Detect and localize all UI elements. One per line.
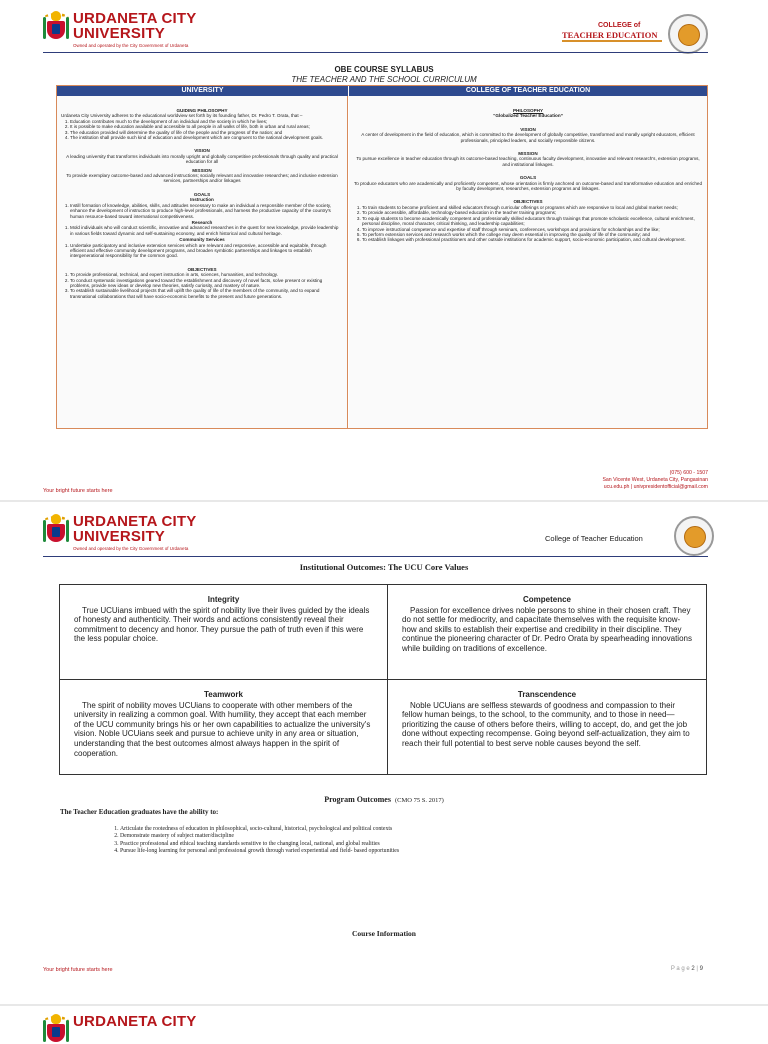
college-logo-text-1: COLLEGE of (598, 22, 641, 29)
list-item: 3. To establish sustainable livelihood projects that will uplift the quality of life of the members of the community, and to expand transnational collaborations that will have socio-economic benefits to the present and future generations. (70, 288, 343, 299)
column-header-college: COLLEGE OF TEACHER EDUCATION (349, 86, 707, 96)
footer-tagline-page2: Your bright future starts here (43, 967, 113, 973)
syllabus-title: OBE COURSE SYLLABUS (334, 65, 434, 74)
university-logo (43, 11, 196, 48)
community-heading: Community Services (179, 237, 225, 243)
core-value-text: Noble UCUians are selfless stewards of goodness and compassion to their fellow human beings, to the school, to the community, and to those in need—prioritizing the cause of others before theirs, willing to accept, do, and get the job done without expecting recompense. Going beyond self-actualization, they aim to reach their full potential to best serve noble causes beyond the self. (402, 700, 690, 748)
footer-contact-block (602, 470, 708, 491)
university-crest-icon (43, 514, 69, 544)
core-value-title: Integrity (207, 595, 240, 604)
core-value-teamwork (59, 679, 388, 775)
college-logo-text-2: TEACHER EDUCATION (562, 30, 658, 40)
footer-phone: (075) 600 - 1507 (669, 470, 708, 476)
list-item: 3. Practice professional and ethical teaching standards sensitive to the changing local, national, and global realities (120, 841, 640, 848)
list-item: 3. The education provided will determine the quality of life of the people and the progress of the nation; and (70, 130, 343, 135)
list-item: 1. Mold individuals who will conduct scientific, innovative and advanced researches in the quest for new knowledge, provide leadership in various fields toward dynamic and self-sustaining economy, and enrich historical and cultural heritage. (70, 225, 343, 236)
core-value-transcendence (387, 679, 707, 775)
list-item: 5. To perform extension services and research works which the college may deem essential in improving the quality of life of the community; and (362, 232, 703, 237)
program-outcomes-ref: (CMO 75 S. 2017) (394, 797, 444, 804)
list-item: 2. Demonstrate mastery of subject matter/discipline (120, 833, 640, 840)
page-total: 9 (699, 966, 703, 972)
college-goals-heading: GOALS (519, 175, 537, 181)
column-header-university: UNIVERSITY (57, 86, 348, 96)
core-value-title: Transcendence (517, 690, 577, 699)
university-tagline: Owned and operated by the City Government of Urdaneta (73, 43, 189, 48)
college-column (349, 96, 707, 428)
page-break (0, 500, 768, 502)
list-item: 1. Instill formation of knowledge, abilities, skills, and attitudes necessary to make an individual a responsible member of the society, enhance the development of instruction to produce high-level professionals, and harness the productive capacity of the country's human resource-based toward international competitiveness. (70, 203, 343, 219)
list-item: 4. The institution shall provide such kind of education and development which are congruent to the national development goals. (70, 135, 343, 140)
list-item: 6. To establish linkages with professional practitioners and other outside institutions for academic support, socio-economic participation, and cultural development. (362, 237, 703, 242)
footer-contact: ucu.edu.ph | univpresidentofficial@gmail.com (603, 484, 708, 490)
footer-tagline: Your bright future starts here (43, 488, 113, 494)
guiding-philosophy-heading: GUIDING PHILOSOPHY (176, 108, 228, 113)
university-tagline: Owned and operated by the City Government of Urdaneta (73, 546, 189, 551)
core-value-title: Competence (522, 595, 571, 604)
college-objectives-heading: OBJECTIVES (513, 199, 543, 205)
page-number: P a g e 2 | 9 (670, 966, 703, 972)
list-item: 1. To provide professional, technical, and expert instruction in arts, sciences, humanities, and technology. (70, 272, 343, 277)
college-philosophy-text: “Globalized Teacher Education” (493, 113, 563, 119)
college-seal-icon (674, 516, 714, 556)
header-rule (43, 52, 708, 53)
list-item: 1. Education contributes much to the development of an individual and the society in which he lives; (70, 119, 343, 124)
page-label: P a g e (670, 966, 690, 972)
header-rule (43, 556, 708, 557)
university-goals-heading: GOALS (193, 191, 211, 197)
college-vision-text: A center of development in the field of education, which is committed to the development of globally competitive, transformed and morally upright educators, efficient professionals, principled leaders, and socially responsible citizens. (361, 132, 695, 143)
list-item: 4. Pursue life-long learning for personal and professional growth through varied experiential and field- based opportunities (120, 848, 640, 855)
university-objectives-heading: OBJECTIVES (187, 266, 217, 272)
university-name-line1: URDANETA CITY (73, 1013, 197, 1030)
university-logo-page3 (43, 1014, 196, 1044)
university-objectives-list (61, 272, 343, 299)
program-outcomes-title: Program Outcomes (324, 795, 391, 804)
list-item: 2. To provide accessible, affordable, technology-based education in the teacher training programs; (362, 210, 703, 215)
program-outcomes-list (110, 826, 640, 856)
instruction-list (61, 203, 343, 219)
university-vision-text: A leading university that transforms individuals into morally upright and globally competitive professionals through quality and practical education for all (66, 153, 338, 165)
graduate-intro: The Teacher Education graduates have the ability to: (60, 808, 219, 816)
list-item: 4. To improve instructional competence and expertise of staff through seminars, conferences, workshops and provisions for scholarships and the like; (362, 227, 703, 232)
instruction-heading: Instruction (190, 197, 214, 203)
list-item: 1. To train students to become proficient and skilled educators through curricular offerings or programs which are responsive to local and global market needs; (362, 205, 703, 210)
university-column (57, 96, 348, 428)
university-mission-text: To provide exemplary outcome-based and advanced instructions; socially relevant and innovative researches; and inclusive extension services, partnerships and/or linkages (66, 173, 338, 184)
university-name-line1: URDANETA CITY (73, 10, 197, 27)
college-objectives-list (353, 205, 703, 243)
university-vision-heading: VISION (194, 148, 210, 154)
list-item: 2. It is possible to make education available and accessible to all people in all walks of life, both in urban and rural areas; (70, 124, 343, 129)
research-list (61, 225, 343, 236)
university-name-line2: UNIVERSITY (73, 528, 166, 545)
core-value-text: True UCUians imbued with the spirit of nobility live their lives guided by the ideals of honesty and authenticity. Their words and actions consistently reveal their commitment to decency and honor. They pursue the path of truth even if this were the less popular choice. (74, 605, 370, 644)
college-vision-heading: VISION (520, 126, 536, 132)
college-mission-heading: MISSION (518, 151, 538, 157)
guiding-philosophy-list (61, 119, 343, 141)
college-philosophy-heading: PHILOSOPHY (512, 108, 544, 113)
community-list (61, 243, 343, 259)
core-value-text: Passion for excellence drives noble persons to shine in their chosen craft. They do not settle for mediocrity, and capacitate themselves with the requisite know-how and skills to establish their expertise and credibility in their discipline. They continue the pioneering character of Dr. Pedro Orata by spearheading innovations while building on traditions of excellence. (402, 605, 692, 653)
footer-address: San Vicente West, Urdaneta City, Pangasinan (602, 477, 708, 483)
college-logo (562, 22, 674, 44)
guiding-philosophy-intro: Urdaneta City University adheres to the educational worldview set forth by its founding father, Dr. Pedro T. Orata, that – (61, 113, 303, 119)
college-seal-icon (668, 14, 708, 54)
program-outcomes-heading (0, 789, 768, 807)
page-break (0, 1004, 768, 1006)
university-crest-icon (43, 1014, 69, 1044)
core-value-text: The spirit of nobility moves UCUians to cooperate with other members of the university in realizing a common goal. With humility, they accept that each member of the UCU community brings his or her own capabilities to actualize the university's vision. Noble UCUians seek and pursue to achieve unity in any area or situation, understanding that the best outcomes almost always happen in the spirit of cooperation. (74, 700, 371, 758)
list-item: 1. Articulate the rootedness of education in philosophical, socio-cultural, historical, psychological and political contexts (120, 826, 640, 833)
university-crest-icon (43, 11, 69, 41)
list-item: 3. To equip students to become academically competent and professionally skilled educators through trainings that promote scholastic excellence, cultural enrichment, personal discipline, moral character, critical thinking, and leadership capabilities; (362, 216, 703, 227)
university-logo-page2 (43, 514, 196, 551)
core-values-title: Institutional Outcomes: The UCU Core Values (299, 562, 469, 572)
syllabus-subtitle: THE TEACHER AND THE SCHOOL CURRICULUM (291, 75, 477, 84)
college-goals-text: To produce educators who are academically and proficiently competent, whose orientation is firmly anchored on outcome-based and transformative education and enriched by faculty development, researches, extension programs and linkages. (353, 180, 703, 192)
college-mission-text: To pursue excellence in teacher education through its outcome-based teaching, continuous faculty development, innovative and relevant research's, extension programs, and institutional linkages. (356, 156, 700, 167)
university-name-line1: URDANETA CITY (73, 513, 197, 530)
core-value-title: Teamwork (204, 690, 243, 699)
page-current: 2 (691, 966, 695, 972)
university-mission-heading: MISSION (192, 167, 212, 173)
list-item: 2. To conduct systematic investigations geared toward the establishment and discovery of novel facts, solve present or existing problems, provide new ideas or develop new theories, satisfy curiosity, and mastery of nature. (70, 278, 343, 289)
core-value-integrity (59, 584, 388, 680)
college-name: College of Teacher Education (545, 534, 643, 543)
core-value-competence (387, 584, 707, 680)
course-information-title: Course Information (352, 929, 416, 938)
research-heading: Research (191, 219, 213, 225)
list-item: 1. Undertake participatory and inclusive extension services which are relevant and responsive, accessible and equitable, through efficient and effective community development programs, and broaden symbiotic partnerships and linkages to establish intergenerational responsibility for the common good. (70, 243, 343, 259)
university-name-line2: UNIVERSITY (73, 25, 166, 42)
